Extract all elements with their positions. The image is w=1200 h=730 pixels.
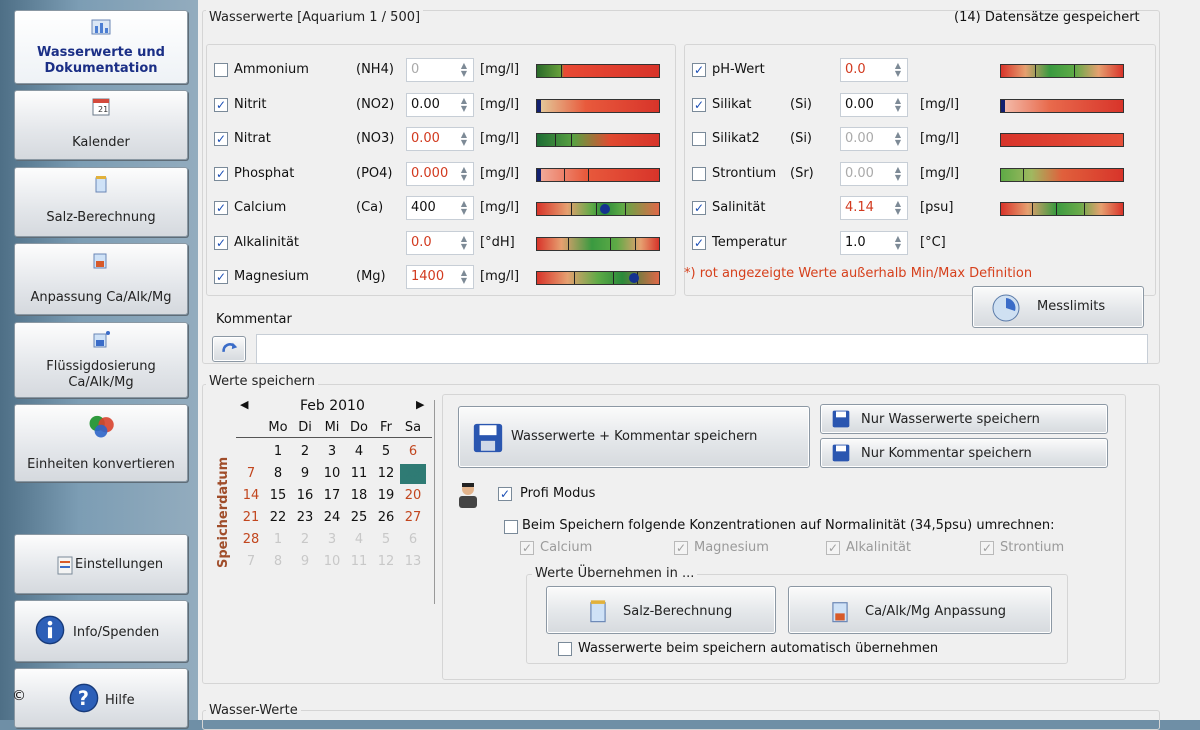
messlimits-label: Messlimits bbox=[1037, 299, 1106, 314]
profi-user-icon bbox=[456, 478, 480, 512]
normalize-sub-label: Strontium bbox=[1000, 540, 1065, 555]
left-param-checkbox[interactable]: ✓ bbox=[215, 270, 227, 284]
spin-arrows-icon[interactable]: ▲ ▼ bbox=[894, 95, 902, 113]
calendar-day[interactable]: 25 bbox=[350, 510, 368, 525]
info-icon bbox=[35, 615, 65, 645]
right-param-value-spinner[interactable] bbox=[840, 58, 908, 82]
calendar-day[interactable]: 11 bbox=[350, 466, 368, 481]
left-param-unit: [mg/l] bbox=[480, 165, 520, 181]
right-param-row bbox=[684, 231, 1144, 257]
comment-input[interactable] bbox=[256, 334, 1148, 364]
normalize-label: Beim Speichern folgende Konzentrationen auf Normalinität (34,5psu) umrechnen: bbox=[522, 518, 1055, 533]
right-param-range-bar bbox=[1000, 202, 1124, 216]
calendar-day[interactable]: 9 bbox=[300, 466, 310, 481]
auto-label: Wasserwerte beim speichern automatisch übernehmen bbox=[578, 641, 939, 656]
nav-anpassung[interactable] bbox=[14, 243, 188, 315]
range-tick bbox=[1056, 203, 1057, 215]
nav-label: Wasserwerte und Dokumentation bbox=[37, 45, 165, 76]
normalize-checkbox[interactable] bbox=[504, 520, 518, 534]
right-param-row bbox=[684, 162, 1144, 188]
right-param-name: pH-Wert bbox=[712, 62, 765, 77]
range-marker bbox=[537, 169, 541, 181]
left-param-range-bar bbox=[536, 202, 660, 216]
save-both-button[interactable] bbox=[458, 406, 810, 468]
right-param-range-bar bbox=[1000, 168, 1124, 182]
nav-label: Flüssigdosierung Ca/Alk/Mg bbox=[46, 359, 156, 390]
left-param-range-bar bbox=[536, 168, 660, 182]
right-param-value: 0.00 bbox=[845, 96, 874, 112]
range-tick bbox=[596, 203, 597, 215]
profi-checkbox[interactable]: ✓ bbox=[499, 487, 511, 501]
left-param-name: Nitrat bbox=[234, 131, 271, 146]
save-values-button[interactable] bbox=[820, 404, 1108, 434]
nav-kalender[interactable] bbox=[14, 90, 188, 160]
range-tick bbox=[1084, 203, 1085, 215]
right-param-checkbox[interactable]: ✓ bbox=[693, 235, 705, 250]
adjust-icon bbox=[827, 597, 853, 625]
left-param-unit: [mg/l] bbox=[480, 62, 520, 77]
range-tick bbox=[574, 272, 575, 284]
range-tick bbox=[1035, 65, 1036, 77]
range-tick bbox=[610, 238, 611, 250]
right-param-value: 4.14 bbox=[845, 200, 874, 215]
left-param-range-bar bbox=[536, 271, 660, 285]
right-param-name: Silikat bbox=[712, 96, 752, 112]
save-values-label: Nur Wasserwerte speichern bbox=[861, 412, 1040, 427]
calendar-day[interactable]: 14 bbox=[242, 488, 260, 503]
right-param-checkbox[interactable] bbox=[692, 167, 706, 181]
nav-label: Hilfe bbox=[105, 693, 135, 708]
save-comment-label: Nur Kommentar speichern bbox=[861, 446, 1032, 461]
left-param-checkbox[interactable] bbox=[214, 63, 228, 77]
left-param-name: Magnesium bbox=[234, 269, 309, 284]
calendar-day[interactable]: 4 bbox=[354, 444, 364, 459]
normalize-sub-label: Alkalinität bbox=[846, 540, 912, 555]
save-comment-button[interactable] bbox=[820, 438, 1108, 468]
calendar-day[interactable]: 15 bbox=[269, 488, 287, 503]
calendar-day[interactable]: 10 bbox=[323, 554, 341, 569]
calendar-day[interactable]: 8 bbox=[273, 466, 283, 481]
calendar-day[interactable]: 21 bbox=[242, 510, 260, 525]
normalize-sub-label: Magnesium bbox=[694, 540, 769, 555]
left-param-checkbox[interactable]: ✓ bbox=[215, 166, 227, 181]
right-param-value: 1.0 bbox=[845, 234, 866, 250]
spin-arrows-icon[interactable]: ▲ ▼ bbox=[460, 233, 468, 251]
nav-salz[interactable] bbox=[14, 167, 188, 237]
range-tick bbox=[1023, 169, 1024, 181]
anpassung-label: Ca/Alk/Mg Anpassung bbox=[865, 604, 1007, 619]
uebernehmen-title: Werte Übernehmen in ... bbox=[532, 566, 697, 581]
right-param-value-spinner[interactable] bbox=[840, 196, 908, 220]
range-tick bbox=[571, 134, 572, 146]
left-param-value-spinner[interactable] bbox=[406, 162, 474, 186]
range-marker bbox=[629, 273, 639, 283]
left-param-name: Calcium bbox=[234, 200, 287, 215]
left-param-value: 0.0 bbox=[411, 234, 432, 250]
right-param-value: 0.00 bbox=[845, 131, 874, 146]
nav-label: Anpassung Ca/Alk/Mg bbox=[30, 290, 172, 305]
sidebar bbox=[0, 0, 198, 720]
spin-arrows-icon[interactable]: ▲ ▼ bbox=[460, 268, 468, 285]
left-param-value-spinner[interactable] bbox=[406, 231, 474, 255]
range-tick bbox=[625, 203, 626, 215]
right-param-name: Strontium bbox=[712, 165, 777, 181]
calendar bbox=[236, 396, 432, 606]
next-month-arrow[interactable]: ▶ bbox=[416, 398, 425, 411]
normalize-sub-label: Calcium bbox=[540, 540, 593, 555]
right-param-row bbox=[684, 58, 1144, 84]
left-param-name: Ammonium bbox=[234, 62, 309, 77]
convert-icon bbox=[87, 413, 115, 439]
nav-label: Einheiten konvertieren bbox=[27, 457, 175, 472]
right-param-value-spinner[interactable] bbox=[840, 162, 908, 186]
kommentar-label: Kommentar bbox=[216, 312, 292, 327]
calendar-day[interactable]: 26 bbox=[377, 510, 395, 525]
spin-arrows-icon[interactable]: ▲ ▼ bbox=[894, 164, 902, 182]
profi-label: Profi Modus bbox=[520, 486, 596, 501]
range-tick bbox=[568, 238, 569, 250]
right-param-formula: (Si) bbox=[790, 131, 813, 146]
right-param-value-spinner[interactable] bbox=[840, 231, 908, 255]
left-param-value: 0.00 bbox=[411, 96, 440, 112]
group-title: Wasserwerte [Aquarium 1 / 500] bbox=[206, 10, 423, 25]
calendar-day[interactable]: 7 bbox=[246, 466, 256, 481]
left-param-unit: [mg/l] bbox=[480, 96, 520, 112]
svg-text:?: ? bbox=[77, 686, 89, 710]
spin-arrows-icon[interactable]: ▲ ▼ bbox=[460, 61, 468, 78]
calendar-weekday: Di bbox=[298, 420, 312, 435]
range-tick bbox=[571, 203, 572, 215]
range-tick bbox=[588, 169, 589, 181]
right-param-range-bar bbox=[1000, 99, 1124, 113]
range-marker bbox=[1001, 100, 1005, 112]
calendar-day[interactable]: 24 bbox=[323, 510, 341, 525]
right-param-unit: [psu] bbox=[920, 200, 954, 215]
left-param-range-bar bbox=[536, 133, 660, 147]
dosing-icon bbox=[90, 329, 112, 349]
nav-label: Salz-Berechnung bbox=[46, 210, 156, 225]
calendar-day[interactable]: 1 bbox=[273, 444, 283, 459]
nav-konvertieren[interactable] bbox=[14, 404, 188, 482]
right-param-formula: (Si) bbox=[790, 96, 813, 112]
nav-wasserwerte[interactable] bbox=[14, 10, 188, 84]
left-param-value-spinner[interactable] bbox=[406, 196, 474, 220]
left-param-formula: (NH4) bbox=[356, 62, 394, 77]
right-param-row bbox=[684, 93, 1144, 119]
left-param-value-spinner[interactable] bbox=[406, 265, 474, 289]
nav-dosierung[interactable] bbox=[14, 322, 188, 398]
left-param-checkbox[interactable]: ✓ bbox=[215, 97, 227, 112]
calendar-day[interactable]: 4 bbox=[354, 532, 364, 547]
nav-hilfe[interactable] bbox=[14, 668, 188, 728]
salt-icon bbox=[585, 597, 611, 625]
right-param-checkbox[interactable] bbox=[692, 132, 706, 146]
left-param-unit: [mg/l] bbox=[480, 131, 520, 146]
right-param-checkbox[interactable]: ✓ bbox=[693, 63, 705, 77]
left-param-checkbox[interactable]: ✓ bbox=[215, 235, 227, 250]
right-param-value-spinner[interactable] bbox=[840, 127, 908, 151]
right-param-row bbox=[684, 196, 1144, 222]
right-param-value: 0.00 bbox=[845, 165, 874, 181]
floppy-icon bbox=[831, 409, 851, 429]
left-param-unit: [mg/l] bbox=[480, 200, 520, 215]
calendar-day[interactable]: 17 bbox=[323, 488, 341, 503]
left-param-row bbox=[206, 93, 666, 119]
left-param-row bbox=[206, 231, 666, 257]
right-param-checkbox[interactable]: ✓ bbox=[693, 97, 705, 112]
left-param-unit: [mg/l] bbox=[480, 269, 520, 284]
nav-einstellungen[interactable] bbox=[14, 534, 188, 594]
right-param-name: Salinität bbox=[712, 200, 766, 215]
calendar-day[interactable]: 7 bbox=[246, 554, 256, 569]
chart-icon bbox=[90, 17, 112, 37]
calendar-day[interactable]: 8 bbox=[273, 554, 283, 569]
calendar-weekday: Mo bbox=[268, 420, 288, 435]
left-param-row bbox=[206, 265, 666, 291]
left-param-range-bar bbox=[536, 237, 660, 251]
right-param-value-spinner[interactable] bbox=[840, 93, 908, 117]
copyright-mark: © bbox=[12, 688, 26, 704]
nav-info[interactable] bbox=[14, 600, 188, 662]
nav-label: Kalender bbox=[72, 135, 130, 150]
calendar-day[interactable]: 19 bbox=[377, 488, 395, 503]
calendar-day[interactable]: 13 bbox=[400, 464, 426, 484]
calendar-day[interactable]: 2 bbox=[300, 532, 310, 547]
left-param-row bbox=[206, 58, 666, 84]
right-param-checkbox[interactable]: ✓ bbox=[693, 201, 705, 215]
refresh-icon bbox=[221, 341, 239, 359]
right-param-range-bar bbox=[1000, 133, 1124, 147]
speicherdatum-label: Speicherdatum bbox=[216, 456, 231, 568]
salt-icon bbox=[90, 174, 112, 194]
left-param-range-bar bbox=[536, 64, 660, 78]
right-param-unit: [mg/l] bbox=[920, 96, 960, 112]
range-tick bbox=[555, 134, 556, 146]
records-count: (14) Datensätze gespeichert bbox=[954, 10, 1140, 25]
calendar-day[interactable]: 11 bbox=[350, 554, 368, 569]
calendar-day[interactable]: 28 bbox=[242, 532, 260, 547]
right-param-name: Temperatur bbox=[712, 234, 787, 250]
spin-arrows-icon[interactable]: ▲ ▼ bbox=[894, 199, 902, 216]
calendar-weekday: Sa bbox=[404, 420, 422, 435]
left-param-value: 0.00 bbox=[411, 131, 440, 146]
settings-icon bbox=[55, 555, 77, 575]
right-param-unit: [°C] bbox=[920, 234, 946, 250]
left-param-name: Nitrit bbox=[234, 96, 267, 112]
left-param-range-bar bbox=[536, 99, 660, 113]
calendar-day[interactable]: 12 bbox=[377, 466, 395, 481]
calendar-day[interactable]: 6 bbox=[408, 532, 418, 547]
calendar-day[interactable]: 16 bbox=[296, 488, 314, 503]
left-param-value: 0.000 bbox=[411, 165, 449, 181]
calendar-day[interactable]: 3 bbox=[327, 532, 337, 547]
calendar-divider bbox=[434, 400, 435, 604]
calendar-day[interactable]: 10 bbox=[323, 466, 341, 481]
left-param-row bbox=[206, 196, 666, 222]
spin-arrows-icon[interactable]: ▲ ▼ bbox=[894, 130, 902, 147]
range-marker bbox=[537, 100, 541, 112]
save-group-title: Werte speichern bbox=[206, 374, 318, 389]
prev-month-arrow[interactable]: ◀ bbox=[240, 398, 249, 411]
right-param-unit: [mg/l] bbox=[920, 131, 960, 146]
spin-arrows-icon[interactable]: ▲ ▼ bbox=[894, 233, 902, 251]
range-tick bbox=[561, 65, 562, 77]
spin-arrows-icon[interactable]: ▲ ▼ bbox=[460, 164, 468, 182]
auto-checkbox[interactable] bbox=[558, 642, 572, 656]
anpassung-button[interactable] bbox=[788, 586, 1052, 634]
range-marker bbox=[600, 204, 610, 214]
floppy-icon bbox=[471, 421, 505, 455]
right-param-name: Silikat2 bbox=[712, 131, 760, 146]
right-param-range-bar bbox=[1000, 64, 1124, 78]
left-param-formula: (NO2) bbox=[356, 96, 395, 112]
left-param-value-spinner[interactable] bbox=[406, 127, 474, 151]
range-tick bbox=[1074, 65, 1075, 77]
calendar-day[interactable]: 20 bbox=[404, 488, 422, 503]
salz-label: Salz-Berechnung bbox=[623, 604, 733, 619]
normalize-sub-checkbox[interactable]: ✓ bbox=[981, 541, 993, 555]
normalize-sub-checkbox[interactable]: ✓ bbox=[521, 541, 533, 555]
svg-text:21: 21 bbox=[98, 105, 109, 114]
spin-arrows-icon[interactable]: ▲ ▼ bbox=[460, 130, 468, 147]
left-param-formula: (PO4) bbox=[356, 165, 393, 181]
floppy-icon bbox=[831, 443, 851, 463]
main-panel bbox=[198, 0, 1200, 720]
messlimits-icon bbox=[991, 293, 1021, 323]
left-param-checkbox[interactable]: ✓ bbox=[215, 201, 227, 215]
range-tick bbox=[1032, 203, 1033, 215]
spin-arrows-icon[interactable]: ▲ ▼ bbox=[460, 199, 468, 216]
calendar-weekday: Mi bbox=[324, 420, 340, 435]
help-icon bbox=[69, 683, 99, 713]
calendar-day[interactable]: 3 bbox=[327, 444, 337, 459]
range-warning: *) rot angezeigte Werte außerhalb Min/Max Definition bbox=[684, 266, 1033, 281]
right-param-row bbox=[684, 127, 1144, 153]
left-param-value-spinner[interactable] bbox=[406, 93, 474, 117]
calendar-day[interactable]: 9 bbox=[300, 554, 310, 569]
left-param-formula: (Ca) bbox=[356, 200, 384, 215]
calendar-day[interactable]: 6 bbox=[408, 444, 418, 459]
calendar-day[interactable]: 27 bbox=[404, 510, 422, 525]
right-param-value: 0.0 bbox=[845, 62, 866, 77]
left-param-unit: [°dH] bbox=[480, 234, 515, 250]
left-param-name: Alkalinität bbox=[234, 234, 300, 250]
save-both-label: Wasserwerte + Kommentar speichern bbox=[511, 429, 758, 444]
messlimits-button[interactable] bbox=[972, 286, 1144, 328]
left-param-value: 400 bbox=[411, 200, 436, 215]
salz-button[interactable] bbox=[546, 586, 776, 634]
calendar-day[interactable]: 23 bbox=[296, 510, 314, 525]
calendar-day[interactable]: 18 bbox=[350, 488, 368, 503]
right-param-formula: (Sr) bbox=[790, 165, 814, 181]
calendar-day[interactable]: 1 bbox=[273, 532, 283, 547]
nav-label: Einstellungen bbox=[75, 557, 164, 572]
spin-arrows-icon[interactable]: ▲ ▼ bbox=[894, 61, 902, 78]
normalize-sub-checkbox[interactable]: ✓ bbox=[827, 541, 839, 555]
wasser-werte-footer-group bbox=[202, 710, 1160, 730]
calendar-month: Feb 2010 bbox=[300, 398, 365, 414]
left-param-formula: (NO3) bbox=[356, 131, 395, 146]
left-param-formula: (Mg) bbox=[356, 269, 386, 284]
left-param-checkbox[interactable]: ✓ bbox=[215, 132, 227, 146]
comment-reload-button[interactable] bbox=[212, 336, 246, 362]
right-param-unit: [mg/l] bbox=[920, 165, 960, 181]
range-tick bbox=[613, 272, 614, 284]
left-param-value: 1400 bbox=[411, 269, 445, 284]
calendar-day[interactable]: 5 bbox=[381, 444, 391, 459]
footer-title: Wasser-Werte bbox=[206, 703, 301, 718]
left-param-name: Phosphat bbox=[234, 165, 295, 181]
calendar-day[interactable]: 5 bbox=[381, 532, 391, 547]
spin-arrows-icon[interactable]: ▲ ▼ bbox=[460, 95, 468, 113]
nav-label: Info/Spenden bbox=[73, 625, 160, 640]
calendar-day[interactable]: 22 bbox=[269, 510, 287, 525]
adjust-icon bbox=[90, 250, 112, 270]
range-tick bbox=[635, 238, 636, 250]
calendar-day[interactable]: 13 bbox=[404, 554, 422, 569]
calendar-weekday: Fr bbox=[380, 420, 392, 435]
calendar-day[interactable]: 2 bbox=[300, 444, 310, 459]
range-tick bbox=[564, 169, 565, 181]
left-param-row bbox=[206, 162, 666, 188]
left-param-value: 0 bbox=[411, 62, 420, 77]
calendar-day[interactable] bbox=[238, 442, 264, 462]
left-param-row bbox=[206, 127, 666, 153]
left-param-value-spinner[interactable] bbox=[406, 58, 474, 82]
calendar-weekday: Do bbox=[350, 420, 368, 435]
calendar-icon bbox=[90, 97, 112, 117]
normalize-sub-checkbox[interactable]: ✓ bbox=[675, 541, 687, 555]
calendar-day[interactable]: 12 bbox=[377, 554, 395, 569]
